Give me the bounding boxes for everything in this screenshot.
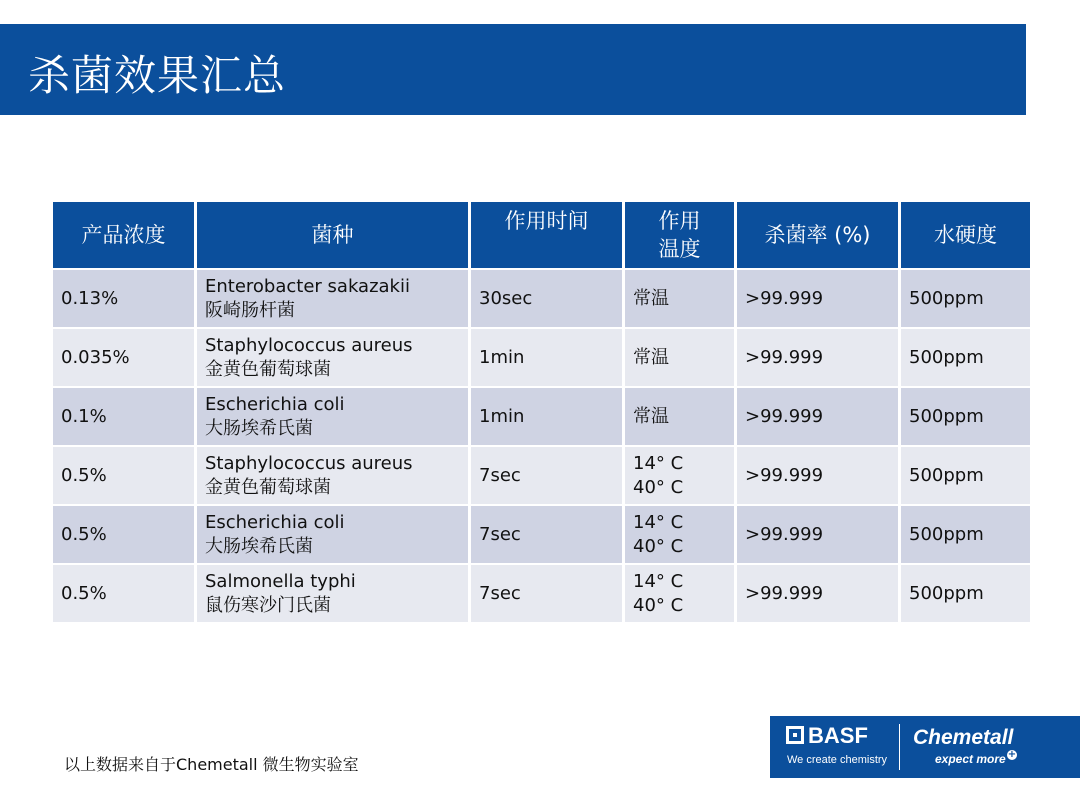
table-row: [53, 329, 1030, 386]
results-table: [50, 200, 1033, 624]
cell-species: [197, 329, 468, 386]
basf-slogan: We create chemistry: [787, 754, 888, 766]
cell-time: 7sec: [471, 447, 622, 504]
cell-hardness: 500ppm: [901, 447, 1030, 504]
cell-temperature: 常温: [625, 388, 734, 445]
chemetall-logo-text: Chemetall: [913, 726, 1014, 749]
header-concentration: 产品浓度: [53, 202, 194, 268]
header-water-hardness: 水硬度: [901, 202, 1030, 268]
cell-concentration: 0.5%: [53, 447, 194, 504]
plus-icon: +: [1007, 749, 1017, 760]
cell-time: 1min: [471, 329, 622, 386]
logo-divider: [899, 724, 900, 770]
cell-temperature: 14° C 40° C: [625, 447, 734, 504]
table-row: [53, 388, 1030, 445]
species-cn: 金黄色葡萄球菌: [205, 358, 331, 380]
chemetall-slogan: expect more: [935, 752, 1006, 766]
species-cn: 大肠埃希氏菌: [205, 417, 313, 439]
cell-species: [197, 565, 468, 622]
header-row: [53, 202, 1030, 268]
species-cn: 大肠埃希氏菌: [205, 535, 313, 557]
cell-concentration: 0.13%: [53, 270, 194, 327]
species-en: Escherichia coli: [205, 393, 345, 415]
cell-concentration: 0.5%: [53, 506, 194, 563]
species-en: Enterobacter sakazakii: [205, 275, 410, 297]
cell-concentration: 0.035%: [53, 329, 194, 386]
brand-logo: [770, 716, 1080, 778]
cell-kill-rate: >99.999: [737, 329, 898, 386]
table-row: [53, 565, 1030, 622]
cell-time: 7sec: [471, 506, 622, 563]
cell-species: [197, 506, 468, 563]
species-en: Staphylococcus aureus: [205, 334, 413, 356]
species-en: Escherichia coli: [205, 511, 345, 533]
cell-temperature: 常温: [625, 270, 734, 327]
header-kill-rate: 杀菌率 (%): [737, 202, 898, 268]
basf-square-icon: [786, 726, 804, 744]
cell-concentration: 0.5%: [53, 565, 194, 622]
cell-kill-rate: >99.999: [737, 506, 898, 563]
cell-hardness: 500ppm: [901, 565, 1030, 622]
header-species: 菌种: [197, 202, 468, 268]
cell-temperature: 14° C 40° C: [625, 506, 734, 563]
species-en: Staphylococcus aureus: [205, 452, 413, 474]
cell-hardness: 500ppm: [901, 506, 1030, 563]
basf-logo-text: BASF: [808, 723, 868, 748]
cell-hardness: 500ppm: [901, 270, 1030, 327]
cell-species: [197, 388, 468, 445]
cell-kill-rate: >99.999: [737, 388, 898, 445]
footer-note: 以上数据来自于Chemetall 微生物实验室: [64, 755, 359, 774]
cell-temperature: 14° C 40° C: [625, 565, 734, 622]
cell-temperature: 常温: [625, 329, 734, 386]
header-time: 作用时间: [471, 202, 622, 268]
cell-kill-rate: >99.999: [737, 447, 898, 504]
cell-hardness: 500ppm: [901, 329, 1030, 386]
species-en: Salmonella typhi: [205, 570, 356, 592]
header-temperature: 作用 温度: [625, 202, 734, 268]
table-row: [53, 506, 1030, 563]
cell-kill-rate: >99.999: [737, 270, 898, 327]
page-title: 杀菌效果汇总: [28, 51, 287, 100]
cell-kill-rate: >99.999: [737, 565, 898, 622]
cell-concentration: 0.1%: [53, 388, 194, 445]
table-row: [53, 270, 1030, 327]
cell-time: 1min: [471, 388, 622, 445]
cell-time: 7sec: [471, 565, 622, 622]
table-row: [53, 447, 1030, 504]
cell-time: 30sec: [471, 270, 622, 327]
cell-species: [197, 447, 468, 504]
species-cn: 金黄色葡萄球菌: [205, 476, 331, 498]
species-cn: 阪崎肠杆菌: [205, 299, 295, 321]
cell-hardness: 500ppm: [901, 388, 1030, 445]
species-cn: 鼠伤寒沙门氏菌: [205, 594, 331, 616]
cell-species: [197, 270, 468, 327]
